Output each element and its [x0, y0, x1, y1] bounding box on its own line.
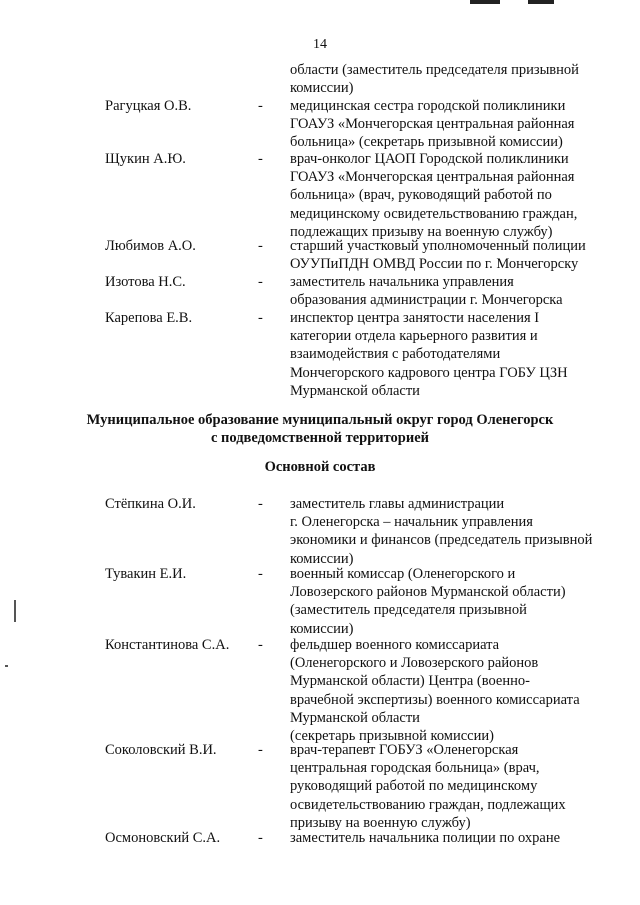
description-line: освидетельствованию граждан, подлежащих — [290, 796, 566, 813]
description-line: заместитель главы администрации — [290, 496, 505, 512]
description-line: г. Оленегорска – начальник управления — [290, 514, 533, 531]
member-description — [290, 636, 620, 745]
member-description — [290, 741, 620, 832]
member-name: Любимов А.О. — [105, 238, 196, 254]
member-description — [290, 565, 620, 638]
description-line: руководящий работой по медицинскому — [290, 778, 538, 795]
description-line: медицинскому освидетельствованию граждан, — [290, 205, 578, 222]
member-name: Рагуцкая О.В. — [105, 98, 192, 114]
description-line: (секретарь призывной комиссии) — [290, 728, 494, 745]
description-line: центральная городская больница» (врач, — [290, 760, 540, 777]
description-line: взаимодействия с работодателями — [290, 346, 501, 363]
description-line: Мончегорского кадрового центра ГОБУ ЦЗН — [290, 364, 568, 381]
scan-artifact-margin-1 — [14, 600, 16, 622]
section-heading-line: с подведомственной территорией — [210, 430, 430, 446]
separator-dash: - — [258, 310, 263, 326]
description-line: больница» (врач, руководящий работой по — [290, 187, 552, 204]
description-line: призыву на военную службу) — [290, 814, 471, 831]
description-line: больница» (секретарь призывной комиссии) — [290, 134, 563, 151]
member-name: Константинова С.А. — [105, 637, 230, 653]
description-line: ГОАУЗ «Мончегорская центральная районная — [290, 169, 575, 186]
description-line: старший участковый уполномоченный полиции — [290, 238, 586, 254]
description-line: (заместитель председателя призывной — [290, 602, 527, 619]
description-line: подлежащих призыву на военную службу) — [290, 223, 553, 240]
separator-dash: - — [258, 496, 263, 512]
description-line: комиссии) — [290, 620, 354, 637]
description-line: заместитель начальника полиции по охране — [290, 830, 561, 846]
member-description — [290, 309, 620, 400]
description-line: Ловозерского районов Мурманской области) — [290, 584, 566, 601]
description-line: врач-онколог ЦАОП Городской поликлиники — [290, 151, 569, 167]
member-description — [290, 237, 620, 273]
section-heading-line: Муниципальное образование муниципальный округ город Оленегорск — [86, 412, 554, 428]
separator-dash: - — [258, 742, 263, 758]
description-line: (Оленегорского и Ловозерского районов — [290, 655, 539, 672]
description-line: медицинская сестра городской поликлиники — [290, 98, 566, 114]
member-name: Тувакин Е.И. — [105, 566, 187, 582]
member-name: Соколовский В.И. — [105, 742, 217, 758]
separator-dash: - — [258, 566, 263, 582]
description-line: категории отдела карьерного развития и — [290, 328, 538, 345]
member-name: Стёпкина О.И. — [105, 496, 196, 512]
page-number: 14 — [313, 37, 327, 52]
description-line: Мурманской области — [290, 382, 420, 399]
separator-dash: - — [258, 98, 263, 114]
member-name: Изотова Н.С. — [105, 274, 186, 290]
description-line: фельдшер военного комиссариата — [290, 637, 500, 653]
member-description — [290, 495, 620, 568]
description-line: врач-терапевт ГОБУЗ «Оленегорская — [290, 742, 519, 758]
scan-artifact-margin-2 — [5, 665, 8, 667]
continuation-description — [290, 61, 620, 97]
member-description — [290, 150, 620, 241]
member-description — [290, 97, 620, 152]
subsection-heading: Основной состав — [264, 459, 376, 475]
description-line: военный комиссар (Оленегорского и — [290, 566, 516, 582]
description-line: инспектор центра занятости населения I — [290, 310, 540, 326]
description-line: Мурманской области — [290, 709, 420, 726]
description-line: комиссии) — [290, 550, 354, 567]
separator-dash: - — [258, 274, 263, 290]
member-name: Карепова Е.В. — [105, 310, 193, 326]
member-description — [290, 273, 620, 309]
member-name: Осмоновский С.А. — [105, 830, 221, 846]
description-line: комиссии) — [290, 80, 354, 97]
description-line: области (заместитель председателя призывной — [290, 62, 579, 78]
description-line: ОУУПиПДН ОМВД России по г. Мончегорску — [290, 256, 579, 273]
description-line: образования администрации г. Мончегорска — [290, 292, 563, 309]
description-line: заместитель начальника управления — [290, 274, 514, 290]
description-line: врачебной экспертизы) военного комиссариата — [290, 691, 580, 708]
separator-dash: - — [258, 830, 263, 846]
member-name: Щукин А.Ю. — [105, 151, 186, 167]
description-line: экономики и финансов (председатель призывной — [290, 532, 593, 549]
separator-dash: - — [258, 238, 263, 254]
member-description — [290, 829, 620, 847]
section-heading — [0, 411, 640, 447]
scan-artifact-top-2 — [528, 0, 554, 4]
description-line: ГОАУЗ «Мончегорская центральная районная — [290, 116, 575, 133]
separator-dash: - — [258, 151, 263, 167]
separator-dash: - — [258, 637, 263, 653]
description-line: Мурманской области) Центра (военно- — [290, 673, 530, 690]
scan-artifact-top-1 — [470, 0, 500, 4]
